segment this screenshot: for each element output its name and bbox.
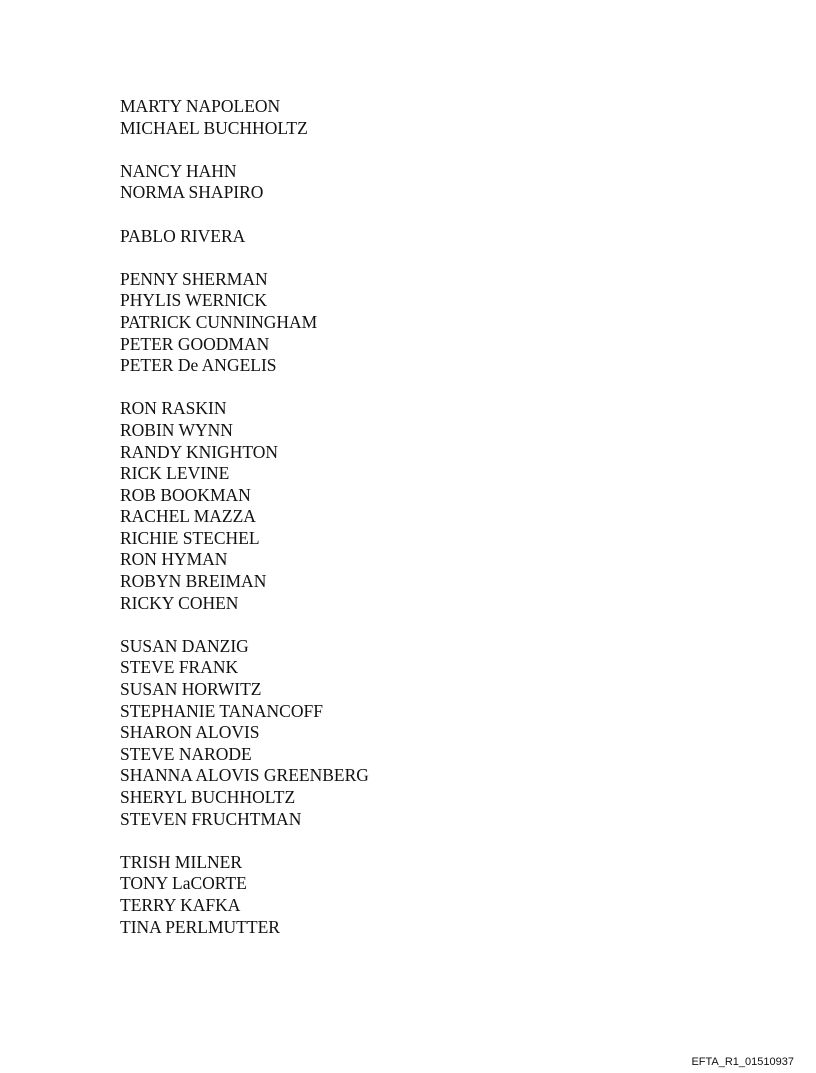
name-entry: PHYLIS WERNICK [120, 290, 267, 311]
name-entry: TONY LaCORTE [120, 873, 247, 894]
name-entry: STEVE FRANK [120, 657, 239, 678]
name-group [120, 96, 520, 139]
name-group [120, 161, 520, 204]
name-group [120, 636, 520, 830]
name-list [120, 96, 520, 960]
name-group [120, 269, 520, 377]
name-entry: NANCY HAHN [120, 160, 237, 181]
name-entry: SHERYL BUCHHOLTZ [120, 787, 296, 807]
name-entry: RACHEL MAZZA [120, 506, 256, 527]
name-entry: RICHIE STECHEL [120, 527, 260, 548]
name-entry: SUSAN DANZIG [120, 635, 249, 656]
name-entry: NORMA SHAPIRO [120, 182, 264, 203]
name-entry: PETER De ANGELIS [120, 355, 277, 376]
name-entry: RON HYMAN [120, 549, 228, 570]
name-entry: STEVEN FRUCHTMAN [120, 808, 302, 829]
name-entry: PATRICK CUNNINGHAM [120, 311, 318, 332]
name-entry: PENNY SHERMAN [120, 268, 268, 289]
name-group [120, 226, 520, 248]
name-entry: MICHAEL BUCHHOLTZ [120, 117, 308, 138]
name-entry: ROBYN BREIMAN [120, 571, 267, 592]
name-entry: SUSAN HORWITZ [120, 679, 262, 700]
name-entry: SHANNA ALOVIS GREENBERG [120, 765, 369, 786]
name-group [120, 398, 520, 614]
name-entry: TRISH MILNER [120, 851, 243, 872]
name-entry: TERRY KAFKA [120, 894, 241, 915]
name-entry: RANDY KNIGHTON [120, 441, 278, 462]
name-entry: SHARON ALOVIS [120, 722, 260, 743]
name-entry: PABLO RIVERA [120, 225, 246, 246]
name-entry: PETER GOODMAN [120, 333, 270, 354]
document-id-stamp: EFTA_R1_01510937 [691, 1056, 794, 1068]
name-entry: RON RASKIN [120, 398, 227, 419]
name-group [120, 852, 520, 938]
name-entry: STEPHANIE TANANCOFF [120, 700, 323, 721]
name-entry: STEVE NARODE [120, 743, 252, 764]
name-entry: RICKY COHEN [120, 592, 239, 613]
name-entry: TINA PERLMUTTER [120, 916, 280, 937]
name-entry: MARTY NAPOLEON [120, 96, 281, 116]
name-entry: ROBIN WYNN [120, 419, 233, 440]
name-entry: ROB BOOKMAN [120, 484, 251, 505]
name-entry: RICK LEVINE [120, 463, 230, 484]
